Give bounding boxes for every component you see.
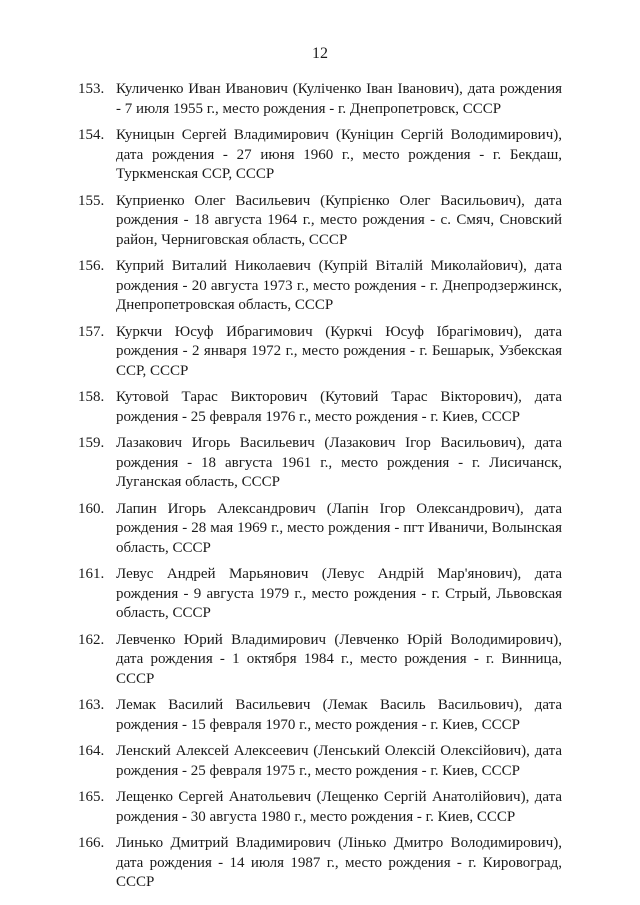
entry-number: 166. xyxy=(78,835,105,851)
entry-text: Куницын Сергей Владимирович (Куніцин Сергій Володимирович), дата рождения - 27 июня 1960 г., место рождения - г. Бекдаш, Туркменская ССР, СССР xyxy=(116,127,562,182)
entry-text: Линько Дмитрий Владимирович (Лінько Дмитро Володимирович), дата рождения - 14 июля 1987 г., место рождения - г. Кировоград, СССР xyxy=(116,835,562,890)
entry-number: 154. xyxy=(78,127,105,143)
entry-text: Куркчи Юсуф Ибрагимович (Куркчі Юсуф Ібрагімович), дата рождения - 2 января 1972 г., место рождения - г. Бешарык, Узбекская ССР, СССР xyxy=(116,323,562,379)
entry-number: 165. xyxy=(78,789,105,805)
list-item xyxy=(78,388,562,427)
entry-text: Кутовой Тарас Викторович (Кутовий Тарас Вікторович), дата рождения - 25 февраля 1976 г., место рождения - г. Киев, СССР xyxy=(116,389,562,425)
entry-number: 153. xyxy=(78,81,105,97)
list-item xyxy=(78,696,562,735)
entry-number: 163. xyxy=(78,697,105,713)
list-item xyxy=(78,257,562,316)
entry-number: 160. xyxy=(78,500,105,517)
list-item xyxy=(78,631,562,690)
entry-text: Ленский Алексей Алексеевич (Ленський Олексій Олексійович), дата рождения - 25 февраля 1975 г., место рождения - г. Киев, СССР xyxy=(116,743,562,779)
list-item xyxy=(78,434,562,493)
list-item xyxy=(78,788,562,827)
list-item xyxy=(78,500,562,559)
entry-text: Куприй Виталий Николаевич (Купрій Віталій Миколайович), дата рождения - 20 августа 1973 г., место рождения - г. Днепродзержинск, Днепропетровская область, СССР xyxy=(116,258,562,313)
entry-number: 162. xyxy=(78,631,105,648)
entry-text: Лапин Игорь Александрович (Лапін Ігор Олександрович), дата рождения - 28 мая 1969 г., место рождения - пгт Иваничи, Волынская область, СССР xyxy=(116,500,562,556)
list-item xyxy=(78,834,562,893)
entry-text: Лазакович Игорь Васильевич (Лазакович Ігор Васильович), дата рождения - 18 августа 1961 г., место рождения - г. Лисичанск, Луганская область, СССР xyxy=(116,435,562,490)
entry-text: Левус Андрей Марьянович (Левус Андрій Мар'янович), дата рождения - 9 августа 1979 г., место рождения - г. Стрый, Львовская область, СССР xyxy=(116,566,562,621)
list-item xyxy=(78,80,562,119)
list-item xyxy=(78,742,562,781)
entry-number: 161. xyxy=(78,566,105,582)
entry-text: Куприенко Олег Васильевич (Купрієнко Олег Васильович), дата рождения - 18 августа 1964 г., место рождения - с. Смяч, Сновский район, Черниговская область, СССР xyxy=(116,192,562,248)
entry-text: Куличенко Иван Иванович (Куліченко Іван Іванович), дата рождения - 7 июля 1955 г., место рождения - г. Днепропетровск, СССР xyxy=(116,81,562,117)
list-item xyxy=(78,323,562,382)
entry-text: Левченко Юрий Владимирович (Левченко Юрій Володимирович), дата рождения - 1 октября 1984 г., место рождения - г. Винница, СССР xyxy=(116,631,562,687)
entry-text: Лещенко Сергей Анатольевич (Лещенко Сергій Анатолійович), дата рождения - 30 августа 1980 г., место рождения - г. Киев, СССР xyxy=(116,789,562,825)
entry-number: 164. xyxy=(78,743,105,759)
entry-text: Лемак Василий Васильевич (Лемак Василь Васильович), дата рождения - 15 февраля 1970 г., место рождения - г. Киев, СССР xyxy=(116,697,562,733)
list-item xyxy=(78,565,562,624)
entry-number: 155. xyxy=(78,192,105,209)
entry-number: 159. xyxy=(78,435,105,451)
page-number: 12 xyxy=(312,45,328,62)
list-item xyxy=(78,192,562,251)
entry-number: 157. xyxy=(78,323,105,340)
entry-number: 158. xyxy=(78,389,105,405)
entry-list xyxy=(78,80,562,900)
entry-number: 156. xyxy=(78,258,105,274)
list-item xyxy=(78,126,562,185)
